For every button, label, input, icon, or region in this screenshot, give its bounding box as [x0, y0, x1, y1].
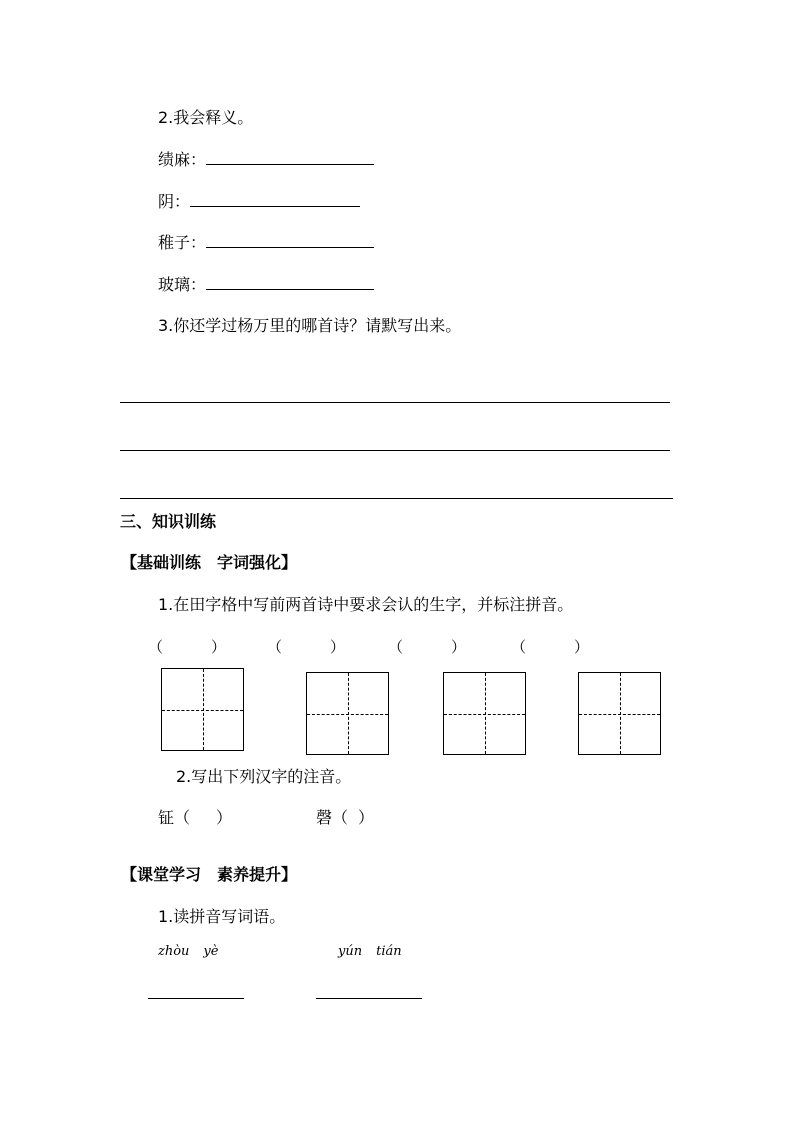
basic-q2: 2.写出下列汉字的注音。: [176, 767, 352, 786]
classroom-q1: 1.读拼音写词语。: [158, 907, 286, 926]
writing-line-1[interactable]: [120, 402, 670, 403]
basic-q1: 1.在田字格中写前两首诗中要求会认的生字，并标注拼音。: [158, 595, 574, 614]
tianzige-grid-3[interactable]: [443, 672, 526, 755]
classroom-header: 【课堂学习 素养提升】: [121, 865, 298, 884]
answer-blank[interactable]: [206, 150, 374, 165]
q2-title: 2.我会释义。: [158, 108, 254, 127]
writing-line-2[interactable]: [120, 450, 670, 451]
pinyin-paren-2[interactable]: （ ）: [267, 638, 346, 656]
section-title: 三、知识训练: [120, 512, 217, 531]
definition-label: 阴：: [158, 192, 191, 211]
pinyin-paren-1[interactable]: （ ）: [148, 638, 227, 656]
pinyin-paren-4[interactable]: （ ）: [511, 638, 590, 656]
definition-label: 绩麻：: [158, 150, 207, 169]
answer-blank[interactable]: [190, 192, 360, 207]
word-answer-blank-1[interactable]: [148, 998, 244, 999]
definition-item-yin: [158, 192, 360, 212]
pinyin-word-2: yún tián: [338, 944, 402, 959]
definition-label: 玻璃：: [158, 275, 207, 294]
tianzige-grid-2[interactable]: [306, 672, 389, 755]
pinyin-word-1: zhòu yè: [158, 944, 219, 959]
definition-item-jima: [158, 150, 374, 170]
basic-training-header: 【基础训练 字词强化】: [121, 553, 298, 572]
answer-blank[interactable]: [206, 275, 374, 290]
char-zheng: 钲（ ）: [158, 808, 233, 827]
writing-line-3[interactable]: [120, 498, 673, 499]
definition-item-zhizi: [158, 233, 374, 253]
definition-item-boli: [158, 275, 374, 295]
pinyin-paren-3[interactable]: （ ）: [388, 638, 467, 656]
tianzige-grid-4[interactable]: [578, 672, 661, 755]
tianzige-grid-1[interactable]: [161, 668, 244, 751]
word-answer-blank-2[interactable]: [316, 998, 422, 999]
char-qing: 磬（ ）: [316, 808, 375, 827]
definition-label: 稚子：: [158, 233, 207, 252]
q3-title: 3.你还学过杨万里的哪首诗？请默写出来。: [158, 316, 462, 335]
answer-blank[interactable]: [206, 233, 374, 248]
